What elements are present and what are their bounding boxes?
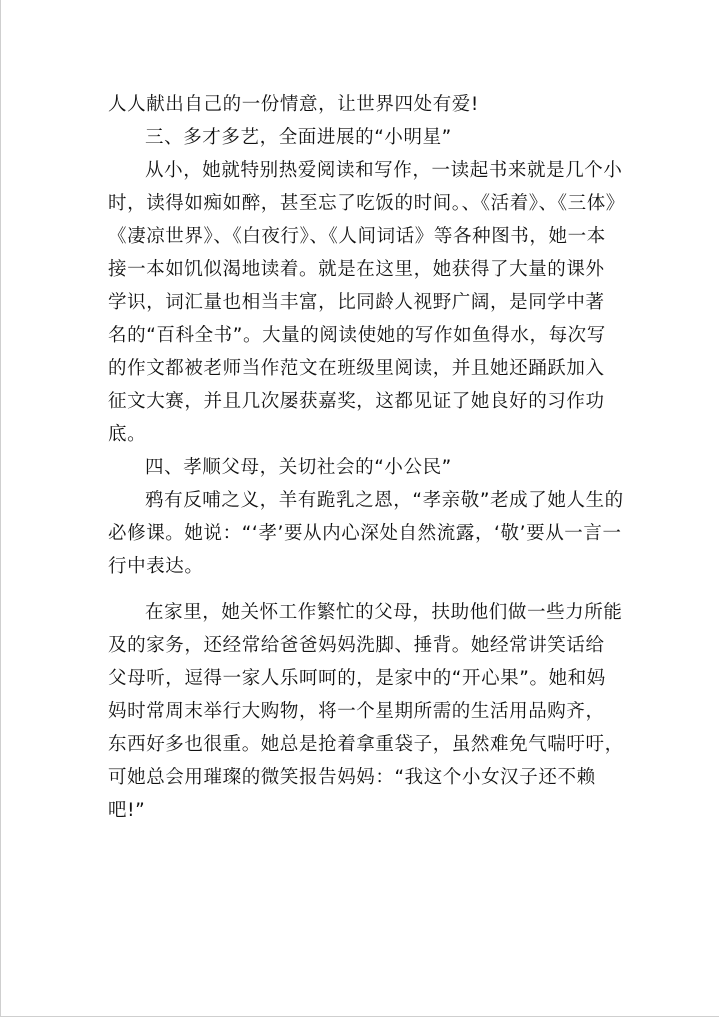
text-line: 接一本如饥似渴地读着。就是在这里，她获得了大量的课外: [108, 259, 605, 280]
document-body: [108, 88, 668, 827]
text-line: 学识，词汇量也相当丰富，比同龄人视野广阔，是同学中著: [108, 292, 605, 313]
text-line: 在家里，她关怀工作繁忙的父母，扶助他们做一些力所能: [145, 602, 623, 623]
paragraph-gap: [108, 583, 668, 596]
section-heading: 四、孝顺父母，关切社会的“小公民”: [145, 457, 452, 478]
section-heading: 三、多才多艺，全面进展的“小明星”: [145, 127, 452, 148]
text-line: 征文大赛，并且几次屡获嘉奖，这都见证了她良好的习作功: [108, 391, 605, 412]
text-line: 可她总会用璀璨的微笑报告妈妈：“我这个小女汉子还不赖: [108, 767, 596, 788]
text-line: 《凄凉世界》、《白夜行》、《人间词话》等各种图书，她一本: [108, 226, 606, 247]
text-line: 从小，她就特别热爱阅读和写作，一读起书来就是几个小: [145, 160, 623, 181]
text-line: 时，读得如痴如醉，甚至忘了吃饭的时间。、《活着》、《三体》: [108, 193, 625, 214]
text-line: 必修课。她说：“‘孝’要从内心深处自然流露，‘敬’要从一言一: [108, 523, 622, 544]
text-line: 鸦有反哺之义，羊有跪乳之恩，“孝亲敬”老成了她人生的: [145, 490, 624, 511]
text-line: 东西好多也很重。她总是抢着拿重袋子，虽然难免气喘吁吁，: [108, 734, 624, 755]
text-line: 的作文都被老师当作范文在班级里阅读，并且她还踊跃加入: [108, 358, 605, 379]
text-line: 妈时常周末举行大购物，将一个星期所需的生活用品购齐，: [108, 701, 605, 722]
text-line: 吧!”: [108, 800, 146, 821]
text-line: 及的家务，还经常给爸爸妈妈洗脚、捶背。她经常讲笑话给: [108, 635, 605, 656]
text-line: 名的“百科全书”。大量的阅读使她的写作如鱼得水，每次写: [108, 325, 606, 346]
text-line: 父母听，逗得一家人乐呵呵的，是家中的“开心果”。她和妈: [108, 668, 606, 689]
text-line: 行中表达。: [108, 556, 204, 577]
text-line: 人人献出自己的一份情意，让世界四处有爱!: [108, 94, 479, 115]
text-line: 底。: [108, 424, 147, 445]
